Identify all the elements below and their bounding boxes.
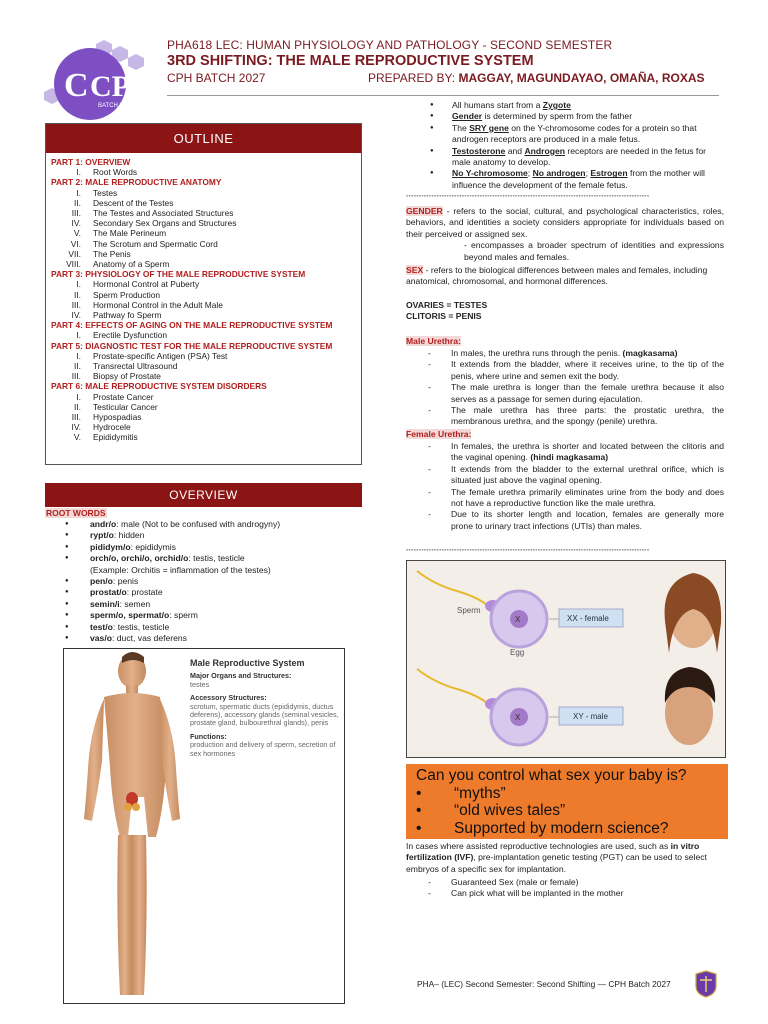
- outline-item-label: Anatomy of a Sperm: [93, 259, 170, 270]
- outline-item-num: IV.: [71, 422, 81, 433]
- outline-part-title: PART 2: MALE REPRODUCTIVE ANATOMY: [51, 177, 222, 188]
- urethra-item: [426, 464, 724, 487]
- outline-item: [51, 249, 361, 259]
- outline-item: [51, 279, 361, 289]
- urethra-text: The male urethra has three parts: the prostatic urethra, the membranous urethra, and the spongy (penile) urethra.: [451, 405, 724, 427]
- outline-item: [51, 259, 361, 269]
- ovaries-testes: OVARIES = TESTES: [406, 300, 488, 310]
- overview-title: OVERVIEW: [45, 483, 362, 507]
- outline-item-num: III.: [71, 412, 81, 423]
- underlined-term: Gender: [452, 111, 483, 122]
- outline-item-label: Testicular Cancer: [93, 401, 158, 412]
- urethra-text: In males, the urethra runs through the penis.: [451, 348, 623, 358]
- outline-item-label: Testes: [93, 187, 118, 198]
- root-term: pen/o: [90, 576, 113, 587]
- outline-item-num: I.: [76, 330, 81, 341]
- urethra-item: [426, 405, 724, 428]
- outline-item-num: VIII.: [66, 259, 81, 270]
- outline-item-num: VI.: [70, 238, 81, 249]
- urethra-item: [426, 509, 724, 532]
- male-body-illustration: [64, 649, 194, 1004]
- outline-item-num: III.: [71, 371, 81, 382]
- prepared-names: MAGGAY, MAGUNDAYAO, OMAÑA, ROXAS: [458, 71, 705, 85]
- underlined-term: Zygote: [542, 100, 571, 110]
- ivf-bold: in vitro fertilization (IVF): [406, 841, 700, 863]
- divider-stars: ************************************************************************************************: [406, 195, 650, 201]
- outline-item: [51, 188, 361, 198]
- cph-logo: [42, 36, 154, 122]
- egg-x-1: X: [515, 615, 521, 624]
- accessory-text: scrotum, spermatic ducts (epididymis, ductus deferens), accessory glands (seminal vesicles, prostate gland, bulbourethral glands), penis: [190, 701, 339, 728]
- outline-item-num: I.: [76, 279, 81, 290]
- functions-label: Functions:: [190, 731, 227, 741]
- batch-label: CPH BATCH 2027: [167, 71, 266, 85]
- root-term: pididym/o: [90, 541, 131, 552]
- ivf-item: - Can pick what will be implanted in the mother: [426, 888, 623, 899]
- bullet-text: and: [505, 145, 525, 156]
- figure-title: Male Reproductive System: [190, 658, 305, 668]
- outline-item: [51, 422, 361, 432]
- outline-item-num: I.: [76, 167, 81, 178]
- outline-item: [51, 218, 361, 228]
- outline-item: [51, 239, 361, 249]
- root-def: : prostate: [126, 587, 163, 598]
- outline-item: [51, 351, 361, 361]
- gender-definition: - refers to the social, cultural, and psychological characteristics, roles, behaviors, and identities a society considers appropriate for individuals based on their perceived or assigned sex.: [406, 206, 724, 239]
- outline-item-num: III.: [71, 299, 81, 310]
- urethra-text: In females, the urethra is shorter and located between the clitoris and the vaginal opening.: [451, 441, 724, 463]
- divider-stars-2: ************************************************************************************************: [406, 549, 650, 555]
- urethra-bold: (magkasama): [622, 348, 678, 358]
- outline-part-title: PART 5: DIAGNOSTIC TEST FOR THE MALE REPRODUCTIVE SYSTEM: [51, 340, 333, 351]
- root-term: orch/o, orchi/o, orchid/o: [90, 553, 189, 564]
- urethra-text: Due to its shorter length and location, females are generally more prone to urinary tract infections (UTIs) than males.: [451, 509, 724, 531]
- outline-item: [51, 167, 361, 177]
- outline-item: [51, 432, 361, 442]
- root-def: : epididymis: [130, 541, 176, 552]
- outline-item-num: II.: [74, 289, 81, 300]
- root-def: : sperm: [169, 610, 198, 621]
- ivf-post: , pre-implantation genetic testing (PGT) can be used to select embryos of a specific sex for implantation.: [406, 852, 707, 874]
- outline-item-num: I.: [76, 350, 81, 361]
- root-words-label: ROOT WORDS: [46, 508, 106, 518]
- outline-item-label: Hormonal Control in the Adult Male: [93, 299, 223, 310]
- root-term: semin/i: [90, 598, 120, 609]
- outline-item-label: The Testes and Associated Structures: [93, 208, 234, 219]
- root-def: : semen: [119, 598, 151, 609]
- figure-caption: [190, 659, 342, 763]
- ivf-pre: In cases where assisted reproductive technologies are used, such as: [406, 841, 671, 851]
- functions-text: production and delivery of sperm, secretion of sex hormones: [190, 740, 336, 758]
- outline-item-num: V.: [73, 432, 81, 443]
- urethra-item: [426, 441, 724, 464]
- bullet-text: All humans start from a: [452, 100, 543, 110]
- intro-bullet: [430, 111, 725, 122]
- outline-part-title: PART 3: PHYSIOLOGY OF THE MALE REPRODUCTIVE SYSTEM: [51, 269, 306, 280]
- root-term: test/o: [90, 621, 113, 632]
- outline-item-num: III.: [71, 208, 81, 219]
- bullet-text: is determined by sperm from the father: [482, 111, 633, 122]
- urethra-item: [426, 348, 724, 359]
- outline-item-num: IV.: [71, 310, 81, 321]
- female-urethra-list: [426, 441, 724, 532]
- header-divider: [167, 95, 719, 96]
- ivf-list: [426, 877, 623, 900]
- outline-item-label: The Penis: [93, 248, 131, 259]
- outline-item-label: Secondary Sex Organs and Structures: [93, 218, 237, 229]
- bullet-text: on the Y-chromosome codes for a protein so that androgen receptors are produced in a male fetus.: [452, 122, 697, 145]
- root-word-item: [65, 553, 280, 564]
- fertilization-illustration: [407, 561, 726, 758]
- outline-item-num: VII.: [68, 248, 81, 259]
- outline-title: OUTLINE: [46, 124, 361, 153]
- logo-text: CPH: [90, 70, 154, 103]
- underlined-term: Androgen: [524, 145, 566, 156]
- root-word-item: [65, 542, 280, 553]
- outline-item-label: Hydrocele: [93, 422, 131, 433]
- xx-female-label: XX - female: [567, 614, 609, 623]
- svg-text:C: C: [64, 67, 89, 104]
- homologues: [406, 300, 487, 323]
- gender-definition-2: - encompasses a broader spectrum of identities and expressions beyond males and females.: [464, 240, 724, 262]
- ivf-item: - Guaranteed Sex (male or female): [426, 877, 623, 888]
- root-word-item: [65, 622, 280, 633]
- xy-male-label: XY - male: [573, 712, 608, 721]
- intro-bullet: [430, 146, 725, 169]
- bullet-text: ;: [527, 168, 533, 179]
- outline-item-label: Erectile Dysfunction: [93, 330, 168, 341]
- root-term: sperm/o, spermat/o: [90, 610, 170, 621]
- egg-x-2: X: [515, 713, 521, 722]
- outline-item: [51, 402, 361, 412]
- clitoris-penis: CLITORIS = PENIS: [406, 311, 482, 322]
- prepared-label: PREPARED BY:: [368, 71, 456, 85]
- urethra-bold: (hindi magkasama): [530, 452, 609, 463]
- outline-item-num: IV.: [71, 218, 81, 229]
- female-urethra-label: Female Urethra:: [406, 429, 472, 439]
- root-term: prostat/o: [90, 587, 127, 598]
- outline-part-title: PART 1: OVERVIEW: [51, 157, 131, 167]
- bullet-text: The: [452, 122, 470, 133]
- outline-item: [51, 228, 361, 238]
- question-item: • “old wives tales”: [416, 802, 718, 820]
- underlined-term: Testosterone: [452, 145, 506, 156]
- outline-item-label: Hormonal Control at Puberty: [93, 279, 200, 290]
- outline-item-num: I.: [76, 391, 81, 402]
- intro-bullet: [430, 100, 725, 111]
- outline-list: [46, 153, 361, 443]
- male-reproductive-figure: [63, 648, 345, 1004]
- male-urethra-label: Male Urethra:: [406, 336, 461, 346]
- outline-item-label: Descent of the Testes: [93, 197, 174, 208]
- urethra-text: It extends from the bladder, where it receives urine, to the tip of the penis, where urine and semen exit the body.: [451, 359, 724, 381]
- outline-item: [51, 371, 361, 381]
- footer-text: PHA– (LEC) Second Semester: Second Shifting — CPH Batch 2027: [417, 979, 671, 989]
- prepared-by: [368, 71, 705, 85]
- outline-item-num: V.: [73, 228, 81, 239]
- urethra-text: It extends from the bladder to the external urethral orifice, which is situated just above the vaginal opening.: [451, 463, 724, 486]
- root-def: : testis, testicle: [188, 553, 245, 564]
- ivf-paragraph: [406, 841, 726, 875]
- outline-item: [51, 392, 361, 402]
- root-word-item: [65, 519, 280, 530]
- outline-item-label: Hypospadias: [93, 412, 142, 423]
- outline-item-num: II.: [74, 361, 81, 372]
- outline-part-title: PART 6: MALE REPRODUCTIVE SYSTEM DISORDERS: [51, 381, 267, 392]
- outline-box: [45, 123, 362, 465]
- bullet-text: from the mother will influence the development of the female fetus.: [452, 168, 705, 190]
- outline-item-label: Sperm Production: [93, 289, 161, 300]
- sex-definition: - refers to the biological differences between males and females, including anatomical, chromosomal, and hormonal differences.: [406, 265, 708, 287]
- question-item: • Supported by modern science?: [416, 820, 718, 838]
- outline-item: [51, 330, 361, 340]
- root-def: : penis: [112, 576, 139, 587]
- urethra-item: [426, 487, 724, 510]
- outline-item: [51, 290, 361, 300]
- outline-item-label: Biopsy of Prostate: [93, 371, 161, 382]
- question-box: [406, 764, 728, 839]
- gender-paragraph: [406, 206, 724, 263]
- male-urethra-list: [426, 348, 724, 428]
- question-text: Can you control what sex your baby is?: [416, 767, 687, 784]
- urethra-item: [426, 382, 724, 405]
- outline-item-label: The Scrotum and Spermatic Cord: [93, 238, 218, 249]
- outline-item-label: Epididymitis: [93, 432, 138, 443]
- crest-icon: [694, 970, 718, 998]
- urethra-text: The female urethra primarily eliminates urine from the body and does not have a reproductive function like the male urethra.: [451, 486, 724, 509]
- root-word-item: [65, 633, 280, 644]
- course-title: PHA618 LEC: HUMAN PHYSIOLOGY AND PATHOLOGY - SECOND SEMESTER: [167, 38, 613, 52]
- root-term: andr/o: [90, 519, 117, 529]
- outline-part-title: PART 4: EFFECTS OF AGING ON THE MALE REPRODUCTIVE SYSTEM: [51, 320, 333, 331]
- fertilization-figure: [406, 560, 726, 758]
- outline-item: [51, 361, 361, 371]
- root-term: rypt/o: [90, 530, 114, 541]
- outline-item-num: I.: [76, 187, 81, 198]
- egg-label: Egg: [510, 648, 525, 657]
- underlined-term: Estrogen: [590, 168, 628, 179]
- major-text: testes: [190, 679, 210, 689]
- outline-item-label: Prostate Cancer: [93, 391, 154, 402]
- intro-bullets: [430, 100, 725, 191]
- urethra-text: The male urethra is longer than the female urethra because it also serves as a passage for semen during ejaculation.: [451, 382, 724, 404]
- gender-term: GENDER: [406, 206, 443, 216]
- outline-item: [51, 412, 361, 422]
- outline-item: [51, 300, 361, 310]
- question-item: • “myths”: [416, 785, 718, 803]
- outline-item-num: II.: [74, 197, 81, 208]
- bullet-text: ;: [585, 168, 591, 179]
- root-word-item: [65, 587, 280, 598]
- accessory-label: Accessory Structures:: [190, 693, 267, 703]
- outline-item-num: II.: [74, 401, 81, 412]
- major-label: Major Organs and Structures:: [190, 671, 292, 681]
- root-def: : testis, testicle: [112, 621, 170, 632]
- page-title: 3RD SHIFTING: THE MALE REPRODUCTIVE SYSTEM: [167, 53, 534, 69]
- root-example: (Example: Orchitis = inflammation of the testes): [90, 564, 271, 575]
- root-def: : duct, vas deferens: [111, 633, 187, 644]
- outline-item-label: The Male Perineum: [93, 228, 167, 239]
- outline-item-label: Root Words: [93, 167, 138, 178]
- sex-term: SEX: [406, 265, 424, 275]
- underlined-term: No Y-chromosome: [452, 168, 528, 179]
- question-items: [416, 785, 718, 838]
- root-def: : male (Not to be confused with androgyny): [116, 519, 281, 529]
- root-word-item: [65, 599, 280, 610]
- outline-item-label: Transrectal Ultrasound: [93, 361, 178, 372]
- outline-item: [51, 208, 361, 218]
- outline-item: [51, 198, 361, 208]
- root-word-item: [65, 576, 280, 587]
- underlined-term: SRY gene: [469, 122, 509, 133]
- outline-item-label: Prostate-specific Antigen (PSA) Test: [93, 350, 228, 361]
- urethra-item: [426, 359, 724, 382]
- sperm-label: Sperm: [457, 606, 481, 615]
- underlined-term: No androgen: [532, 168, 586, 179]
- logo-sub: BATCH 2027: [98, 103, 133, 109]
- bullet-text: receptors are needed in the fetus for male anatomy to develop.: [452, 145, 706, 168]
- root-def: : hidden: [113, 530, 145, 541]
- outline-item-label: Pathway fo Sperm: [93, 310, 162, 321]
- outline-item: [51, 310, 361, 320]
- root-term: vas/o: [90, 633, 112, 644]
- intro-bullet: [430, 168, 725, 191]
- root-word-item: [65, 530, 280, 541]
- root-words-list: [65, 519, 280, 644]
- intro-bullet: [430, 123, 725, 146]
- root-word-item: [65, 610, 280, 621]
- sex-paragraph: [406, 265, 724, 288]
